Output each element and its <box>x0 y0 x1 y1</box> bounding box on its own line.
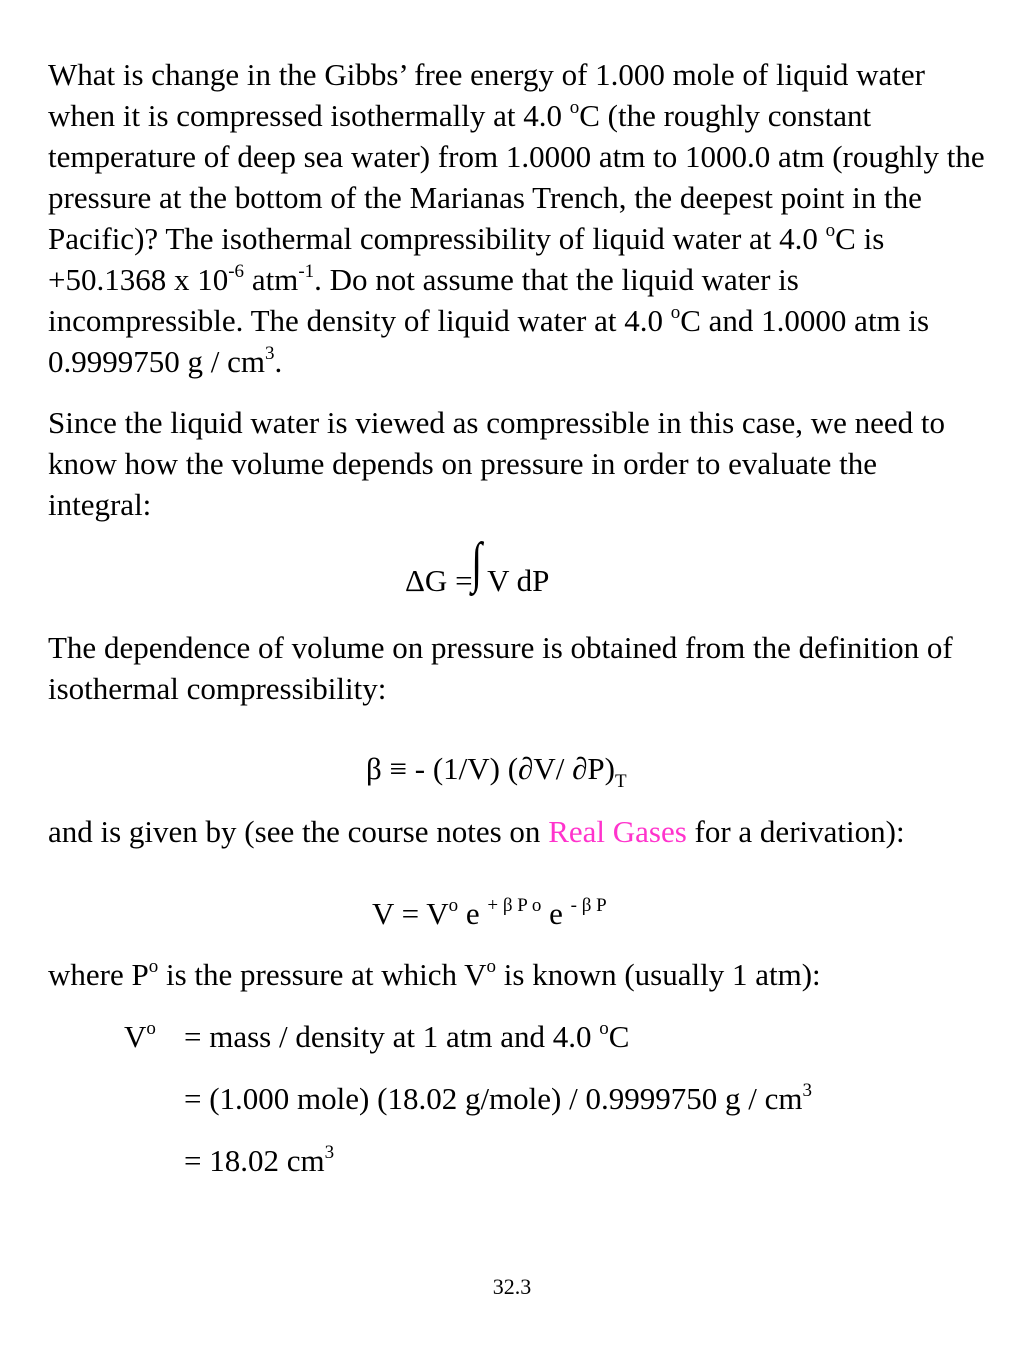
calc-line-1: = mass / density at 1 atm and 4.0 $^o$C <box>184 1018 630 1054</box>
problem-statement: What is change in the Gibbs’ free energy of 1.000 mole of liquid water when it is compressed isothermally at 4.0 $^o$C (the roughly constant temperature of deep sea water) from 1.0000 atm to 1000.0 atm (roughly the pressure at the bottom of the Marianas Trench, the deepest point in the Pacific)? The isothermal compressibility of liquid water at 4.0 $^o$C is +50.1368 x $10^{-6}$ atm$^{-1}$. Do not assume that the liquid water is incompressible. The density of liquid water at 4.0 $^o$C and 1.0000 atm is 0.9999750 g / $cm^3$. <box>48 57 985 379</box>
calc-line-2: = (1.000 mole) (18.02 g/mole) / 0.9999750 g / $cm^3$ <box>184 1080 812 1116</box>
explanation-paragraph: Since the liquid water is viewed as compressible in this case, we need to know how the volume depends on pressure in order to evaluate the integral: <box>48 405 946 522</box>
real-gases-link[interactable]: Real Gases <box>548 814 687 849</box>
gibbs-integral-equation: ΔG =∫ V dP <box>405 532 550 598</box>
calc-line-3: = 18.02 $cm^3$ <box>184 1142 335 1178</box>
calc-lhs: $V^o$ <box>124 1018 156 1054</box>
page-number: 32.3 <box>492 1274 532 1299</box>
volume-dependence-paragraph: The dependence of volume on pressure is obtained from the definition of isothermal compressibility: <box>48 630 953 706</box>
volume-equation: $V = V^o$ e $^{+ \beta P o}$ e $^{- \beta P}$ <box>372 895 607 931</box>
derivation-paragraph: and is given by (see the course notes on Real Gases for a derivation): <box>48 814 905 849</box>
compressibility-definition: β ≡ - (1/V) (∂V/ $\partial P)_T$ <box>366 751 627 792</box>
reference-pressure-paragraph: where $P^o$ is the pressure at which $V^o$ is known (usually 1 atm): <box>48 956 821 992</box>
